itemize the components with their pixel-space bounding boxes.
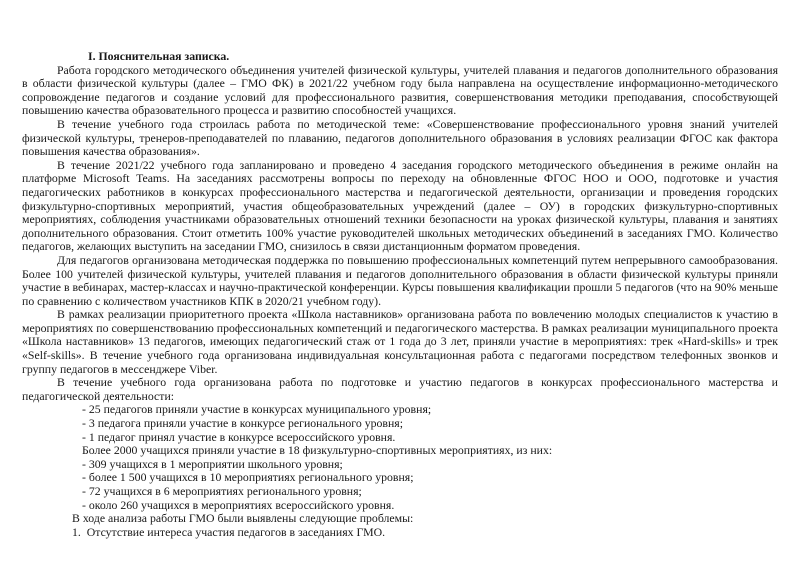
document-body [22,64,778,540]
document-line: - более 1 500 учащихся в 10 мероприятиях регионального уровня; [82,470,414,485]
paragraph: В рамках реализации приоритетного проекта «Школа наставников» организована работа по вовлечению молодых специалистов к участию в мероприятиях по совершенствованию профессиональных компетенций и педагогического мастерства. В рамках реализации муниципального проекта «Школа наставников» 13 педагогов, имеющих педагогический стаж от 1 года до 3 лет, приняли участие в мероприятиях: трек «Hard-skills» и трек «Self-skills». В течение учебного года организована индивидуальная консультационная работа с педагогами посредством телефонных звонков и группу педагогов в мессенджере Viber. [22,307,778,376]
document-line: - около 260 учащихся в мероприятиях всероссийского уровня. [82,497,395,512]
paragraph: В течение учебного года организована работа по подготовке и участию педагогов в конкурсах профессионального мастерства и педагогической деятельности: [22,375,778,403]
paragraph: Для педагогов организована методическая поддержка по повышению профессиональных компетенций путем непрерывного самообразования. Более 100 учителей физической культуры, учителей плавания и педагогов дополнительного образования в области физической культуры приняли участие в вебинарах, мастер-классах и научно-практической конференции. Курсы повышения квалификации прошли 5 педагогов (что на 90% меньше по сравнению с количеством участников КПК в 2020/21 учебном году). [22,252,778,308]
document-line: - 309 учащихся в 1 мероприятии школьного уровня; [82,456,343,471]
document-heading: I. Пояснительная записка. [88,49,230,63]
document-line: Более 2000 учащихся приняли участие в 18 физкультурно-спортивных мероприятиях, из них: [82,443,553,458]
document-line: 1. Отсутствие интереса участия педагогов в заседаниях ГМО. [72,524,386,539]
document-line: - 3 педагога приняли участие в конкурсе регионального уровня; [82,416,403,431]
document-line: - 72 учащихся в 6 мероприятиях регионального уровня; [82,484,362,498]
paragraph: В течение 2021/22 учебного года запланировано и проведено 4 заседания городского методического объединения в режиме онлайн на платформе Microsoft Teams. На заседаниях рассмотрены вопросы по переходу на обновленные ФГОС НОО и ООО, подготовке и участия педагогических работников в конкурсах профессионального мастерства и педагогической деятельности, организации и проведения городских физкультурно-спортивных мероприятий, участия общеобразовательных учреждений (далее – ОУ) в городских физкультурно-спортивных мероприятиях, соблюдения участниками образовательных отношений техники безопасности на уроках физической культуры, плавания и занятиях дополнительного образования. Стоит отметить 100% участие руководителей школьных методических объединений в заседаниях ГМО. Количество педагогов, желающих выступить на заседании ГМО, снизилось в связи дистанционным форматом проведения. [22,157,778,254]
document-line: - 1 педагог принял участие в конкурсе всероссийского уровня. [82,429,396,444]
document-line: - 25 педагогов приняли участие в конкурсах муниципального уровня; [82,402,432,417]
paragraph: В течение учебного года строилась работа по методической теме: «Совершенствование профессионального уровня знаний учителей физической культуры, тренеров-преподавателей по плаванию, педагогов дополнительного образования в условиях реализации ФГОС как фактора повышения качества образования». [22,116,778,159]
document-line: В ходе анализа работы ГМО были выявлены следующие проблемы: [72,511,414,526]
paragraph: Работа городского методического объединения учителей физической культуры, учителей плавания и педагогов дополнительного образования в области физической культуры (далее – ГМО ФК) в 2021/22 учебном году была направлена на осуществление информационно-методического сопровождение педагогов и создание условий для профессионального развития, совершенствования методики преподавания, способствующей повышению качества образовательного процесса и развитию способностей учащихся. [22,62,778,118]
